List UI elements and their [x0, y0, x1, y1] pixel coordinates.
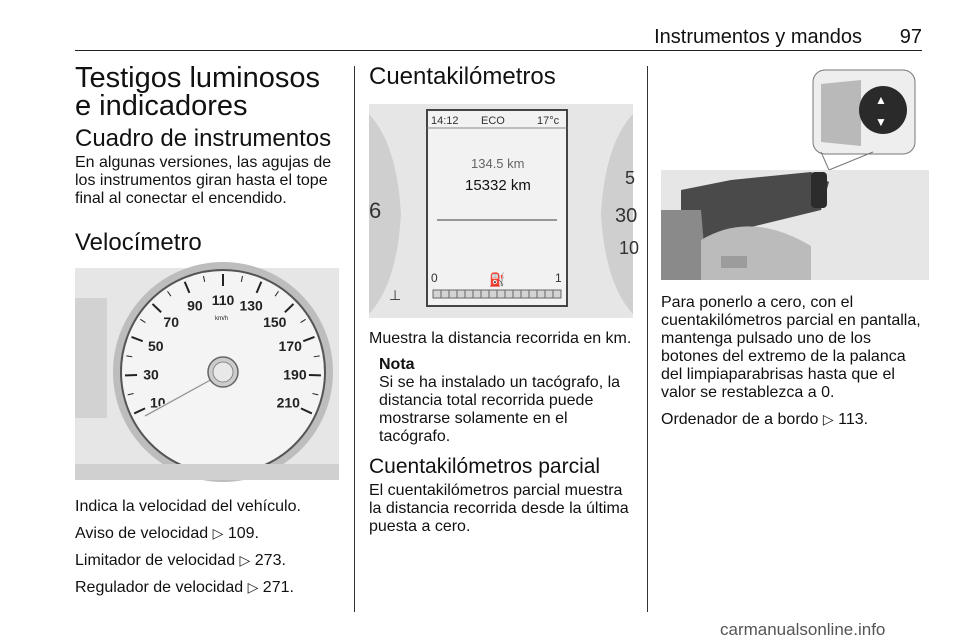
gauge-digit-right: 5: [625, 168, 636, 188]
page-number: 97: [899, 26, 922, 48]
main-heading: Testigos luminosos e indicadores: [75, 62, 320, 122]
page-ref-icon: ▷: [247, 579, 259, 595]
trip-odometer-heading: Cuentakilómetros parcial: [369, 455, 601, 478]
display-time: 14:12: [431, 115, 459, 127]
gauge-digit-right: 10: [619, 238, 640, 258]
fuel-pump-icon: ⛽: [489, 272, 506, 287]
column-divider: [354, 66, 355, 612]
arrow-down-icon: ▼: [875, 115, 887, 129]
speed-label: 210: [276, 394, 300, 411]
total-distance: 15332 km: [465, 177, 531, 194]
wiper-stalk-figure: [661, 60, 929, 280]
reset-instructions: Para ponerlo a cero, con el cuentakilómetros parcial en pantalla, mantenga pulsado uno de los botones del extremo de la palanca del limpiaparabrisas hasta que el valor se restablezca a 0.: [661, 294, 921, 401]
speed-unit: km/h: [215, 316, 229, 322]
intro-paragraph: En algunas versiones, las agujas de los instrumentos giran hasta el tope final al conectar el encendido.: [75, 154, 332, 207]
note-title: Nota: [379, 356, 415, 373]
fuel-min: 0: [431, 271, 438, 285]
display-mode: ECO: [481, 115, 505, 127]
note-line: Regulador de velocidad ▷ 271.: [75, 579, 294, 596]
subheading: Cuadro de instrumentos: [75, 125, 332, 152]
speed-label: 110: [211, 292, 235, 308]
fuel-max: 1: [555, 271, 562, 285]
speed-label: 30: [143, 366, 159, 383]
trip-computer-ref: Ordenador de a bordo ▷ 113.: [661, 411, 869, 428]
column-divider: [647, 66, 648, 612]
section-title: Instrumentos y mandos: [654, 26, 862, 48]
note-text: Si se ha instalado un tacógrafo, la distancia total recorrida puede mostrarse solamente en el tacógrafo.: [379, 374, 621, 445]
odometer-heading: Cuentakilómetros: [369, 63, 556, 90]
odometer-figure: [369, 104, 640, 318]
arrow-up-icon: ▲: [875, 93, 887, 107]
speed-label: 150: [263, 313, 287, 330]
note-line: Limitador de velocidad ▷ 273.: [75, 552, 286, 569]
speed-label: 10: [149, 394, 166, 411]
page-header: [75, 26, 922, 51]
speed-label: 170: [278, 338, 302, 355]
column-middle: [369, 60, 640, 544]
gauge-digit-right: 30: [615, 205, 638, 227]
page-ref-icon: ▷: [822, 411, 834, 427]
speed-label: 70: [163, 313, 179, 330]
speed-label: 90: [187, 297, 203, 314]
speedometer-figure: [75, 268, 339, 480]
speed-label: 190: [283, 366, 307, 383]
speed-label: 130: [239, 297, 263, 314]
speedometer-heading: Velocímetro: [75, 229, 202, 256]
page-ref-icon: ▷: [239, 552, 251, 568]
display-temperature: 17°c: [537, 115, 560, 127]
note-line: Aviso de velocidad ▷ 109.: [75, 525, 259, 542]
coolant-icon: ⊥: [389, 287, 402, 303]
speed-label: 50: [147, 338, 164, 355]
speedometer-notes: [75, 498, 340, 597]
column-left: [75, 60, 340, 605]
note-block: [379, 356, 634, 446]
trip-odometer-description: El cuentakilómetros parcial muestra la distancia recorrida desde la última puesta a cero.: [369, 482, 629, 535]
odometer-description: Muestra la distancia recorrida en km.: [369, 330, 632, 347]
trip-distance: 134.5 km: [471, 156, 525, 171]
column-right: [661, 60, 929, 437]
note-line: Indica la velocidad del vehículo.: [75, 498, 301, 515]
page-ref-icon: ▷: [212, 525, 224, 541]
gauge-digit-left: 6: [369, 198, 382, 223]
watermark: carmanualsonline.info: [720, 620, 886, 639]
